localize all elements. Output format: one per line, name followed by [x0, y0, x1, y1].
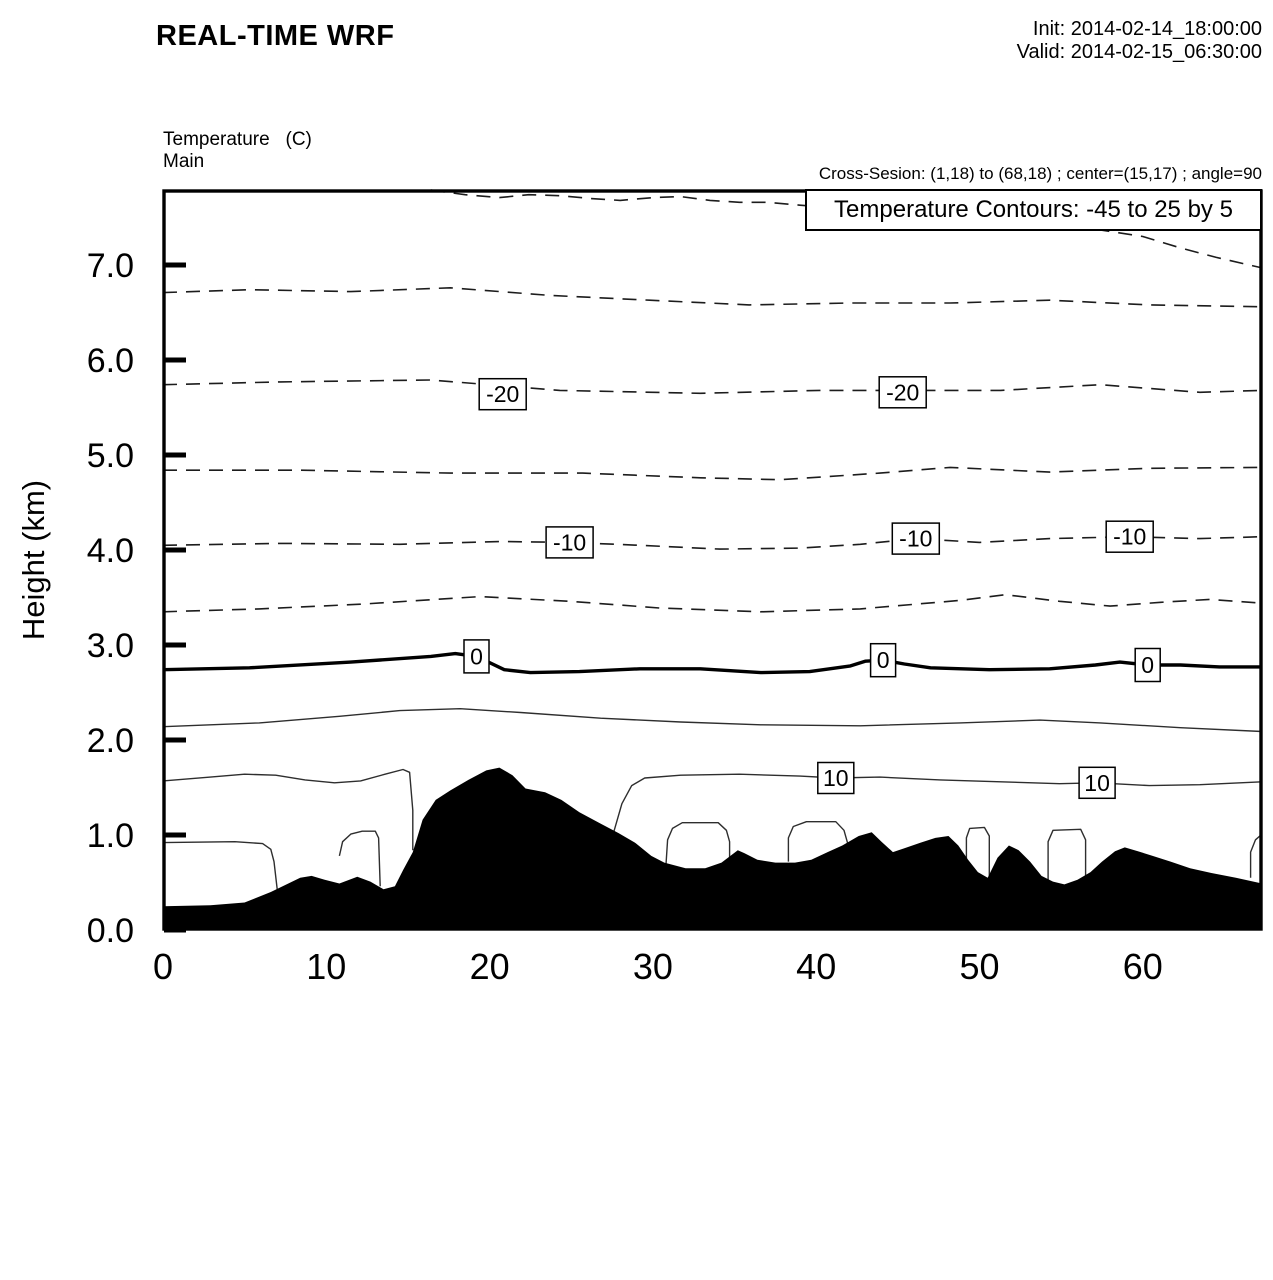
- valid-time-label: Valid: 2014-02-15_06:30:00: [1016, 41, 1262, 63]
- contour-label: -20: [886, 379, 920, 406]
- x-tick-label: 30: [632, 946, 673, 987]
- contour-labels: [464, 377, 1160, 799]
- x-tick-label: 50: [959, 946, 1000, 987]
- contour-line-0: [163, 654, 1262, 673]
- contour-line-15: [1048, 829, 1086, 879]
- contour-label: 10: [1084, 769, 1110, 796]
- contour-label: 10: [823, 765, 849, 791]
- y-tick-label: 0.0: [86, 912, 134, 950]
- contour-line--10: [163, 537, 1262, 549]
- x-tick-label: 0: [152, 946, 174, 987]
- y-tick-label: 6.0: [86, 342, 134, 380]
- contour-label: -10: [552, 529, 587, 556]
- y-tick-label: 5.0: [86, 437, 134, 475]
- y-tick-label: 1.0: [86, 817, 134, 855]
- contour-line-10: [614, 774, 1262, 832]
- y-axis-title: Height (km): [16, 479, 51, 641]
- contour-line-15: [163, 842, 277, 890]
- contour-label: 0: [1141, 652, 1155, 678]
- axis-ticks: [164, 265, 186, 930]
- contour-line--20: [163, 380, 1262, 393]
- contour-label: 0: [470, 643, 483, 670]
- contour-label: -10: [1113, 523, 1147, 550]
- contour-label: -10: [899, 525, 933, 552]
- contour-line-15: [666, 823, 730, 865]
- plot-frame: [164, 191, 1261, 929]
- contour-label: -20: [486, 381, 520, 408]
- y-tick-label: 2.0: [86, 722, 134, 760]
- domain-label: Main: [163, 151, 205, 172]
- field-label: Temperature (C): [163, 129, 312, 150]
- y-tick-label: 7.0: [86, 247, 134, 285]
- init-time-label: Init: 2014-02-14_18:00:00: [1032, 18, 1262, 40]
- contour-label: 0: [876, 647, 890, 674]
- contour-line--25: [163, 288, 1262, 307]
- contour-range-box: Temperature Contours: -45 to 25 by 5: [805, 189, 1262, 231]
- x-tick-label: 20: [469, 946, 510, 987]
- contour-line-10: [163, 770, 413, 851]
- cross-section-label: Cross-Sesion: (1,18) to (68,18) ; center=(15,17) ; angle=90: [818, 164, 1262, 183]
- x-tick-label: 10: [306, 946, 347, 987]
- y-tick-label: 3.0: [86, 627, 134, 665]
- contour-line--15: [163, 467, 1262, 479]
- x-tick-label: 40: [796, 946, 837, 987]
- y-tick-label: 4.0: [86, 532, 134, 570]
- contour-line--5: [163, 595, 1262, 612]
- contour-line-5: [163, 709, 1262, 732]
- x-tick-label: 60: [1122, 946, 1163, 987]
- page-title: REAL-TIME WRF: [156, 20, 395, 52]
